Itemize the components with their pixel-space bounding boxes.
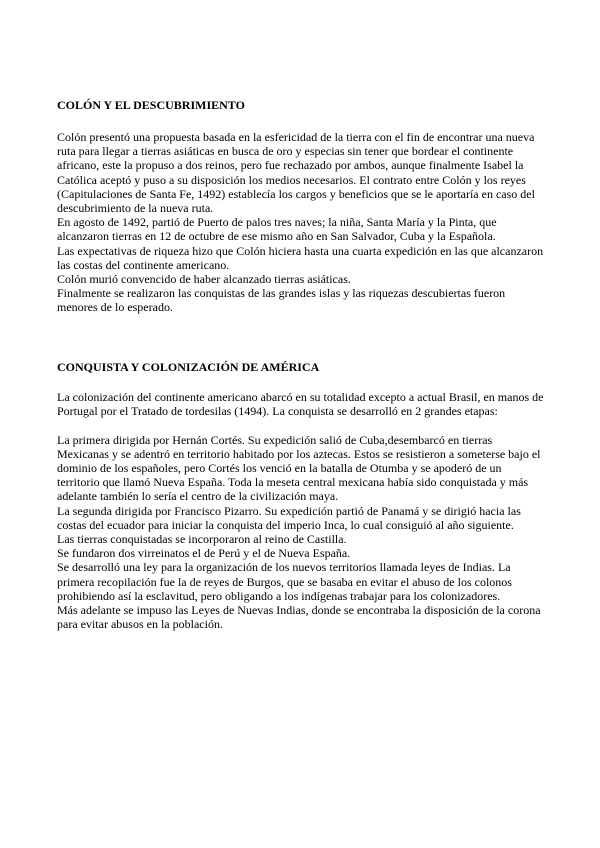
paragraph: Las expectativas de riqueza hizo que Colón hiciera hasta una cuarta expedición en las que alcanzaron las costas del continente americano. <box>57 243 544 272</box>
paragraph: Finalmente se realizaron las conquistas de las grandes islas y las riquezas descubiertas fueron menores de lo esperado. <box>57 286 506 315</box>
section-heading-colon: COLÓN Y EL DESCUBRIMIENTO <box>57 98 245 112</box>
paragraph: Se desarrolló una ley para la organización de los nuevos territorios llamada leyes de Indias. La primera recopilación fue la de reyes de Burgos, que se basaba en evitar el abuso de los colonos prohibiendo así la esclavitud, pero obligando a los indígenas trabajar para los colonizadores. <box>57 560 512 603</box>
section-body-conquista <box>57 390 547 631</box>
intro-paragraph: La colonización del continente americano abarcó en su totalidad excepto a actual Brasil, en manos de Portugal por el Tratado de tordesilas (1494). La conquista se desarrolló en 2 grandes etapas: <box>57 390 544 419</box>
paragraph: Colón murió convencido de haber alcanzado tierras asiáticas. <box>57 272 351 287</box>
paragraph: La segunda dirigida por Francisco Pizarro. Su expedición partió de Panamá y se dirigió hacia las costas del ecuador para iniciar la conquista del imperio Inca, lo cual consiguió al año siguiente. <box>57 503 521 532</box>
section-heading-conquista: CONQUISTA Y COLONIZACIÓN DE AMÉRICA <box>57 360 320 374</box>
paragraph: Colón presentó una propuesta basada en la esfericidad de la tierra con el fin de encontrar una nueva ruta para llegar a tierras asiáticas en busca de oro y especias sin tener que bordear el continente africano, este la propuso a dos reinos, pero fue rechazado por ambos, aunque finalmente Isabel la Católica aceptó y puso a su disposición los medios necesarios. El contrato entre Colón y los reyes (Capitulaciones de Santa Fe, 1492) establecía los cargos y beneficios que se le aportaría en caso del descubrimiento de la nueva ruta. <box>57 130 535 216</box>
section-body-colon <box>57 130 547 315</box>
paragraph: Más adelante se impuso las Leyes de Nuevas Indias, donde se encontraba la disposición de la corona para evitar abusos en la población. <box>57 603 541 632</box>
paragraph: Las tierras conquistadas se incorporaron al reino de Castilla. <box>57 532 347 547</box>
paragraph: La primera dirigida por Hernán Cortés. Su expedición salió de Cuba,desembarcó en tierras Mexicanas y se adentró en territorio habitado por los aztecas. Estos se resistieron a someterse bajo el dominio de los españoles, pero Cortés los venció en la batalla de Otumba y se apoderó de un territorio que llamó Nueva España. Toda la meseta central mexicana había sido conquistada y más adelante también lo sería el centro de la civilización maya. <box>57 432 541 504</box>
paragraph: En agosto de 1492, partió de Puerto de palos tres naves; la niña, Santa María y la Pinta, que alcanzaron tierras en 12 de octubre de ese mismo año en San Salvador, Cuba y la Española. <box>57 215 497 244</box>
paragraph: Se fundaron dos virreinatos el de Perú y el de Nueva España. <box>57 546 351 561</box>
